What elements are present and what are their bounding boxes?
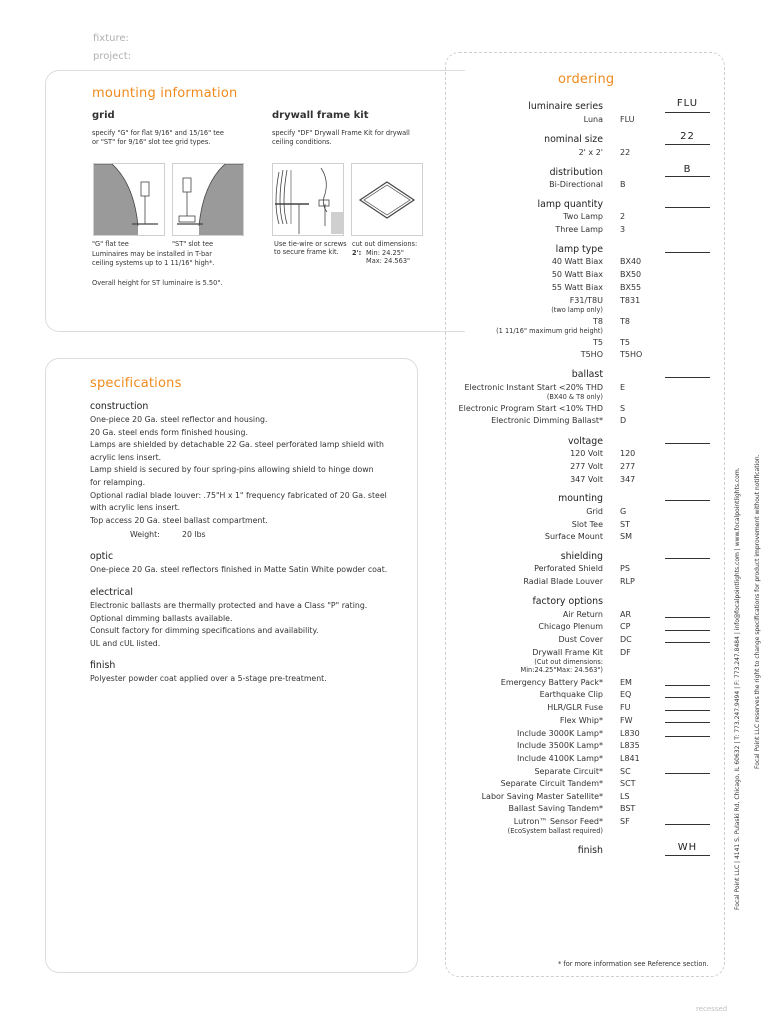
drywall-frame-diagram (351, 163, 423, 236)
lamp-type-option: T8 (593, 317, 603, 326)
ballast-code: E (620, 383, 626, 392)
factory-option: Include 3500K Lamp* (516, 741, 603, 750)
voltage-head: voltage (567, 436, 603, 447)
ballast-head: ballast (571, 369, 603, 380)
drywall-cutout-max: Max: 24.563" (366, 257, 411, 265)
finish-head: finish (577, 845, 603, 856)
ballast-note: (BX40 & T8 only) (546, 393, 603, 401)
construction-title: construction (90, 401, 149, 412)
factory-option-code: FW (620, 716, 633, 725)
factory-option: Lutron™ Sensor Feed* (513, 817, 603, 826)
shielding-code: RLP (620, 577, 635, 586)
mounting-code: G (620, 507, 627, 516)
nominal-size-value: 22 (680, 131, 695, 142)
factory-option-line (665, 824, 710, 825)
grid-note-1: Luminaires may be installed in T-bar (92, 250, 212, 258)
drywall-caption-a1: Use tie-wire or screws (274, 240, 347, 248)
factory-option-code: SF (620, 817, 630, 826)
lamp-type-option: 55 Watt Biax (551, 283, 603, 292)
lamp-type-code: T8 (620, 317, 630, 326)
grid-title: grid (92, 110, 115, 121)
factory-option: Ballast Saving Tandem* (508, 804, 603, 813)
shielding-option: Radial Blade Louver (523, 577, 603, 586)
mounting-information-title: mounting information (92, 86, 238, 101)
lamp-type-code: BX40 (620, 257, 642, 266)
factory-option-code: L841 (620, 754, 640, 763)
mounting-option: Surface Mount (544, 532, 603, 541)
factory-option: Include 4100K Lamp* (516, 754, 603, 763)
factory-option-line (665, 722, 710, 723)
lamp-quantity-code: 3 (620, 225, 626, 234)
ordering-title: ordering (558, 72, 615, 87)
finish-value: WH (677, 842, 698, 853)
factory-option-code: EM (620, 678, 632, 687)
factory-option: Dust Cover (558, 635, 603, 644)
construction-line: Lamps are shielded by detachable 22 Ga. steel perforated lamp shield with (90, 440, 384, 450)
electrical-line: Optional dimming ballasts available. (90, 613, 233, 623)
lamp-type-line (665, 252, 710, 253)
lamp-type-note: (two lamp only) (551, 306, 603, 314)
electrical-line: Electronic ballasts are thermally protected and have a Class "P" rating. (90, 601, 368, 610)
ballast-option: Electronic Dimming Ballast* (491, 416, 603, 425)
factory-option-code: BST (620, 804, 636, 813)
factory-option-line (665, 736, 710, 737)
shielding-line (665, 558, 710, 559)
optic-title: optic (90, 551, 114, 562)
factory-option-line (665, 697, 710, 698)
construction-line: for relamping. (90, 477, 146, 487)
flat-tee-illustration (94, 164, 164, 235)
distribution-code: B (620, 180, 626, 189)
drywall-caption-b1: cut out dimensions: (352, 240, 418, 248)
electrical-list (90, 600, 367, 650)
factory-option: Chicago Plenum (538, 622, 603, 631)
construction-line: Top access 20 Ga. steel ballast compartment. (90, 515, 268, 525)
lamp-type-code: T831 (620, 296, 641, 305)
factory-option-line (665, 642, 710, 643)
mounting-head: mounting (558, 493, 603, 504)
factory-option: Labor Saving Master Satellite* (481, 792, 603, 801)
tie-wire-illustration (273, 164, 343, 235)
factory-option-line (665, 685, 710, 686)
lamp-quantity-option: Three Lamp (555, 225, 603, 234)
finish-line (665, 855, 710, 856)
shielding-code: PS (620, 564, 630, 573)
luminaire-series-head: luminaire series (528, 101, 603, 112)
factory-option-code: L835 (620, 741, 640, 750)
factory-option-line (665, 630, 710, 631)
factory-option-line (665, 617, 710, 618)
grid-note-3: Overall height for ST luminaire is 5.50". (92, 279, 223, 287)
specifications-title: specifications (90, 376, 182, 391)
ballast-code: D (620, 416, 627, 425)
drywall-title: drywall frame kit (272, 110, 369, 121)
factory-option-code: EQ (620, 690, 632, 699)
construction-line: Lamp shield is secured by four spring-pins allowing shield to hinge down (90, 465, 374, 475)
lamp-type-note: (1 11/16" maximum grid height) (496, 327, 603, 335)
lamp-quantity-line (665, 207, 710, 208)
project-label: project: (93, 51, 132, 62)
weight-value: 20 lbs (182, 530, 206, 539)
lamp-type-code: T5HO (620, 350, 643, 359)
voltage-line (665, 443, 710, 444)
lamp-type-option: 50 Watt Biax (551, 270, 603, 279)
factory-option-code: LS (620, 792, 630, 801)
factory-option: Include 3000K Lamp* (516, 729, 603, 738)
drywall-frame-illustration (352, 164, 422, 235)
factory-option-note: (EcoSystem ballast required) (507, 827, 603, 835)
nominal-size-code: 22 (620, 148, 631, 157)
drywall-caption-a2: to secure frame kit. (274, 248, 339, 256)
construction-line: 20 Ga. steel ends form finished housing. (90, 427, 248, 437)
luminaire-series-value: FLU (676, 98, 699, 109)
voltage-code: 277 (620, 462, 636, 471)
factory-option-code: DC (620, 635, 632, 644)
finish-spec-title: finish (90, 660, 116, 671)
factory-option-code: SCT (620, 779, 636, 788)
electrical-line: UL and cUL listed. (90, 638, 161, 648)
disclaimer-text: Focal Point LLC reserves the right to change specifications for product improvement without notification. (754, 454, 761, 769)
factory-options-head: factory options (532, 596, 603, 607)
construction-line: One-piece 20 Ga. steel reflector and housing. (90, 415, 268, 424)
voltage-option: 347 Volt (570, 475, 603, 484)
factory-option-code: SC (620, 767, 631, 776)
luminaire-series-line (665, 112, 710, 113)
ballast-code: S (620, 404, 626, 413)
factory-option: Earthquake Clip (539, 690, 603, 699)
drywall-cutout-min: Min: 24.25" (366, 249, 404, 257)
factory-option-code: CP (620, 622, 631, 631)
shielding-option: Perforated Shield (534, 564, 603, 573)
nominal-size-line (665, 144, 710, 145)
recessed-stamp: recessed (696, 1005, 728, 1013)
mounting-option: Slot Tee (571, 520, 603, 529)
drywall-desc-1: specify "DF" Drywall Frame Kit for drywall (272, 129, 410, 137)
factory-option-code: DF (620, 648, 631, 657)
distribution-head: distribution (549, 167, 603, 178)
lamp-type-head: lamp type (555, 244, 603, 255)
lamp-type-option: T5 (593, 338, 603, 347)
electrical-title: electrical (90, 587, 133, 598)
ordering-footnote: * for more information see Reference section. (558, 960, 709, 968)
lamp-type-code: BX55 (620, 283, 642, 292)
factory-option: Separate Circuit Tandem* (500, 779, 603, 788)
ballast-line (665, 377, 710, 378)
voltage-code: 120 (620, 449, 636, 458)
nominal-size-option: 2' x 2' (578, 148, 603, 157)
voltage-option: 277 Volt (570, 462, 603, 471)
construction-line: with acrylic lens insert. (90, 503, 181, 513)
distribution-value: B (683, 164, 692, 175)
electrical-line: Consult factory for dimming specifications and availability. (90, 626, 319, 636)
company-contact-text: Focal Point LLC | 4141 S. Pulaski Rd, Chicago, IL 60632 | T: 773.247.9494 | F: 773.247.8484 | info@focalpointlights.com | www.focalpointlights.com. (734, 467, 741, 910)
grid-note-2: ceiling systems up to 1 11/16" high*. (92, 259, 215, 267)
shielding-head: shielding (560, 551, 603, 562)
lamp-quantity-code: 2 (620, 212, 626, 221)
ballast-option: Electronic Program Start <10% THD (458, 404, 603, 413)
factory-option: Separate Circuit* (534, 767, 603, 776)
fixture-label: fixture: (93, 33, 129, 44)
distribution-line (665, 176, 710, 177)
grid-desc-2: or "ST" for 9/16" slot tee grid types. (92, 138, 211, 146)
slot-tee-illustration (173, 164, 243, 235)
slot-tee-diagram (172, 163, 244, 236)
nominal-size-head: nominal size (544, 134, 603, 145)
lamp-type-code: BX50 (620, 270, 642, 279)
factory-option: Drywall Frame Kit (532, 648, 603, 657)
factory-option-line (665, 773, 710, 774)
lamp-type-option: 40 Watt Biax (551, 257, 603, 266)
weight-label: Weight: (130, 530, 160, 539)
factory-option: Emergency Battery Pack* (500, 678, 603, 687)
lamp-type-option: T5HO (580, 350, 603, 359)
mounting-code: SM (620, 532, 632, 541)
grid-desc-1: specify "G" for flat 9/16" and 15/16" tee (92, 129, 224, 137)
construction-line: acrylic lens insert. (90, 452, 162, 462)
lamp-type-option: F31/T8U (569, 296, 603, 305)
voltage-option: 120 Volt (570, 449, 603, 458)
caption-flat-tee: "G" flat tee (92, 240, 129, 248)
construction-list (90, 414, 387, 527)
factory-option-code: L830 (620, 729, 640, 738)
lamp-quantity-head: lamp quantity (537, 199, 603, 210)
ballast-option: Electronic Instant Start <20% THD (464, 383, 603, 392)
luminaire-series-code: FLU (620, 115, 635, 124)
mounting-option: Grid (586, 507, 603, 516)
tie-wire-diagram (272, 163, 344, 236)
voltage-code: 347 (620, 475, 636, 484)
factory-option-code: FU (620, 703, 631, 712)
construction-line: Optional radial blade louver: .75"H x 1" frequency fabricated of 20 Ga. steel (90, 490, 387, 500)
factory-option-note: (Cut out dimensions: (534, 658, 603, 666)
finish-spec-line: Polyester powder coat applied over a 5-stage pre-treatment. (90, 674, 327, 683)
luminaire-series-option: Luna (583, 115, 603, 124)
caption-slot-tee: "ST" slot tee (172, 240, 214, 248)
factory-option-note: Min:24.25"Max: 24.563") (520, 666, 603, 674)
drywall-cutout-size: 2': (352, 249, 362, 257)
drywall-desc-2: ceiling conditions. (272, 138, 332, 146)
distribution-option: Bi-Directional (549, 180, 603, 189)
mounting-line (665, 500, 710, 501)
factory-option: HLR/GLR Fuse (547, 703, 603, 712)
factory-option: Flex Whip* (559, 716, 603, 725)
mounting-code: ST (620, 520, 630, 529)
factory-option-code: AR (620, 610, 632, 619)
factory-option-line (665, 710, 710, 711)
flat-tee-diagram (93, 163, 165, 236)
lamp-quantity-option: Two Lamp (563, 212, 603, 221)
lamp-type-code: T5 (620, 338, 630, 347)
optic-line: One-piece 20 Ga. steel reflectors finished in Matte Satin White powder coat. (90, 565, 388, 574)
factory-option: Air Return (562, 610, 603, 619)
